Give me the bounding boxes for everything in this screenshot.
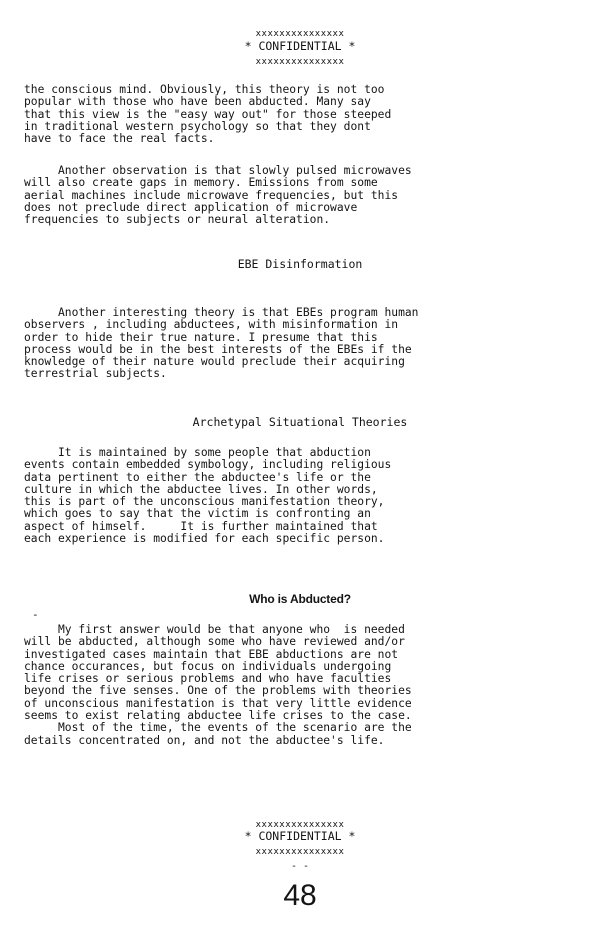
paragraph-5: My first answer would be that anyone who is needed will be abducted, although some who have reviewed and/or investigated cases maintain that EBE abductions are not chance occurances, but focus on individuals undergoing life crises or serious problems and who have faculties beyond the five senses. One of the problems with theories of unconscious manifestation is that very little evidence seems to exist relating abductee life crises to the case. Most of the time, the events of the scenario are the details concentrated on, and not the abductee's life. (24, 623, 412, 747)
paragraph-2: Another observation is that slowly pulsed microwaves will also create gaps in memory. Emissions from some aerial machines include microwave frequencies, but this does not preclude direct application of microwave frequencies to subjects or neural alteration. (24, 164, 412, 227)
heading-ebe-disinformation: EBE Disinformation (237, 257, 363, 271)
header-stars-top: xxxxxxxxxxxxxxx (255, 29, 345, 39)
header-stars-bottom: xxxxxxxxxxxxxxx (255, 57, 345, 67)
paragraph-3: Another interesting theory is that EBEs program human observers , including abductees, with misinformation in order to hide their true nature. I presume that this process would be in the best interests of the EBEs if the knowledge of their nature would preclude their acquiring terrestrial subjects. (24, 306, 419, 381)
margin-dash-mark: - (32, 608, 39, 621)
footer-stars-bottom: xxxxxxxxxxxxxxx (255, 847, 345, 857)
heading-who-is-abducted: Who is Abducted? (249, 592, 351, 606)
footer-stars-top: xxxxxxxxxxxxxxx (255, 820, 345, 830)
heading-archetypal-theories: Archetypal Situational Theories (192, 415, 408, 429)
paragraph-1: the conscious mind. Obviously, this theory is not too popular with those who have been abducted. Many say that this view is the "easy way out" for those steeped in traditional western psychology so that they dont have to face the real facts. (24, 83, 392, 146)
paragraph-4: It is maintained by some people that abduction events contain embedded symbology, including religious data pertinent to either the abductee's life or the culture in which the abductee lives. In other words, this is part of the unconscious manifestation theory, which goes to say that the victim is confronting an aspect of himself. It is further maintained that each experience is modified for each specific person. (24, 446, 392, 546)
footer-confidential-label: * CONFIDENTIAL * (244, 829, 356, 843)
footer-dashes: - - (290, 861, 310, 872)
page-number: 48 (283, 879, 317, 912)
header-confidential-label: * CONFIDENTIAL * (244, 39, 356, 53)
